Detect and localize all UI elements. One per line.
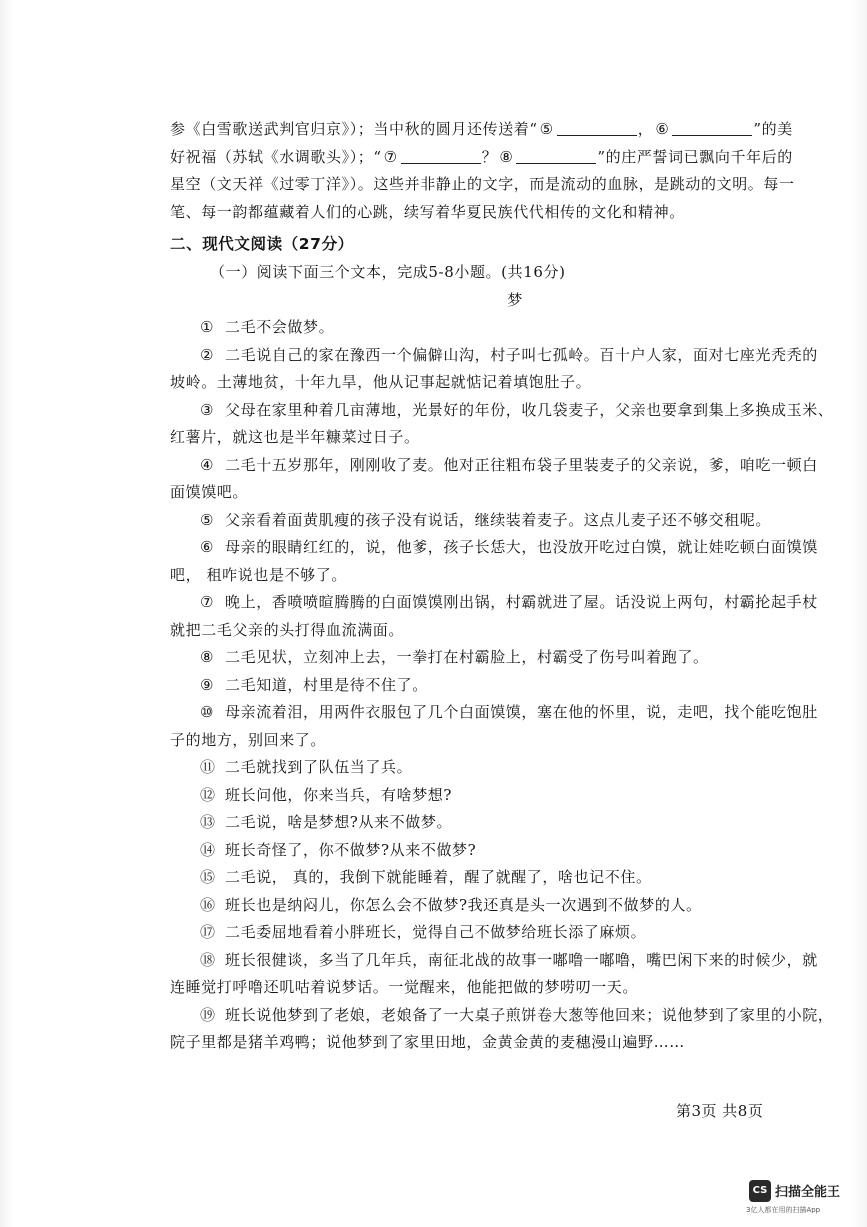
paragraph-number: ① (200, 318, 215, 336)
paragraph-continuation: 子的地方，别回来了。 (170, 730, 327, 749)
intro-text: ”的庄严誓词已飘向千年后的 (597, 147, 793, 166)
paragraph-number: ③ (200, 400, 215, 419)
paragraph-first-line (170, 452, 840, 480)
paragraph-text: 二毛说， 真的，我倒下就能睡着，醒了就醒了，啥也记不住。 (225, 868, 652, 886)
paragraph-text: 二毛见状，立刻冲上去，一拳打在村霸脸上，村霸受了伤号叫着跑了。 (225, 648, 709, 666)
paragraph-first-line (170, 672, 840, 700)
story-paragraph (170, 892, 840, 920)
paragraph-first-line (170, 507, 840, 535)
blank-number: ⑥ (655, 120, 670, 138)
paragraph-first-line (170, 314, 840, 342)
paragraph-continuation: 吧， 租咋说也是不够了。 (170, 565, 347, 584)
intro-line-3: 星空（文天祥《过零丁洋》）。这些并非静止的文字，而是流动的血脉，是跳动的文明。每一 (170, 175, 795, 193)
story-paragraph (170, 837, 840, 865)
paragraph-first-line (170, 534, 840, 562)
paragraph-number: ⑫ (200, 785, 216, 804)
paragraph-first-line (170, 947, 840, 975)
paragraph-number: ⑩ (200, 703, 215, 721)
story-paragraph (170, 782, 840, 810)
paragraph-number: ⑰ (200, 923, 216, 941)
paragraph-first-line (170, 644, 840, 672)
intro-line-2 (170, 144, 840, 172)
intro-line-4: 笔、每一韵都蕴藏着人们的心跳，续写着华夏民族代代相传的文化和精神。 (170, 202, 685, 221)
scanner-watermark (746, 1180, 856, 1220)
paragraph-continuation: 面馍馍吧。 (170, 483, 249, 501)
paragraph-number: ⑨ (200, 675, 215, 694)
paragraph-text: 二毛知道，村里是待不住了。 (225, 675, 428, 694)
fill-blank-6[interactable] (672, 117, 752, 136)
paragraph-number: ⑬ (200, 813, 216, 831)
paragraph-continuation: 院子里都是猪羊鸡鸭；说他梦到了家里田地，金黄金黄的麦穗漫山遍野…… (170, 1033, 685, 1051)
intro-line-1 (170, 116, 840, 144)
paragraph-number: ⑯ (200, 895, 216, 914)
story-paragraph (170, 754, 840, 782)
paragraph-text: 班长问他，你来当兵，有啥梦想? (225, 785, 453, 804)
section-title: 二、现代文阅读（27分） (170, 235, 354, 253)
story-title: 梦 (507, 291, 523, 309)
paragraph-number: ⑦ (200, 593, 215, 611)
paragraph-number: ⑮ (200, 868, 216, 886)
paragraph-first-line (170, 809, 840, 837)
paragraph-first-line (170, 892, 840, 920)
story-paragraph (170, 699, 840, 754)
paragraph-text: 二毛说，啥是梦想?从来不做梦。 (225, 813, 453, 831)
blank-number: ⑦ (383, 147, 398, 166)
story-paragraph (170, 672, 840, 700)
paragraph-number: ⑪ (200, 758, 216, 776)
story-paragraph (170, 342, 840, 397)
paragraph-first-line (170, 864, 840, 892)
paragraph-text: 晚上，香喷喷暄腾腾的白面馍馍刚出锅，村霸就进了屋。话没说上两句，村霸抡起手杖 (225, 593, 818, 611)
intro-text: 参《白雪歌送武判官归京》）；当中秋的圆月还传送着“ (170, 120, 538, 138)
story-paragraph (170, 644, 840, 672)
watermark-name: 扫描全能王 (775, 1185, 841, 1200)
story-paragraph (170, 864, 840, 892)
story-paragraphs (170, 314, 840, 1057)
paragraph-text: 二毛就找到了队伍当了兵。 (225, 758, 413, 776)
paragraph-first-line (170, 919, 840, 947)
paragraph-text: 二毛委屈地看着小胖班长，觉得自己不做梦给班长添了麻烦。 (225, 923, 647, 941)
paragraph-first-line (170, 699, 840, 727)
paragraph-first-line (170, 837, 840, 865)
fill-blank-8[interactable] (516, 145, 596, 164)
paragraph-text: 父母在家里种着几亩薄地，光景好的年份，收几袋麦子，父亲也要拿到集上多换成玉米、 (225, 400, 834, 419)
paragraph-first-line (170, 782, 840, 810)
paragraph-text: 母亲的眼睛红红的，说，他爹，孩子长恁大，也没放开吃过白馍，就让娃吃顿白面馍馍 (225, 538, 818, 556)
paragraph-first-line (170, 754, 840, 782)
story-paragraph (170, 809, 840, 837)
page-content (170, 116, 840, 1057)
story-paragraph (170, 1002, 840, 1057)
paragraph-number: ⑭ (200, 840, 216, 859)
camscanner-logo-icon: CS (749, 1180, 771, 1202)
intro-text: ， (637, 120, 654, 138)
paragraph-number: ⑱ (200, 950, 216, 969)
paragraph-continuation: 连睡觉打呼噜还叽咕着说梦话。一觉醒来，他能把做的梦唠叨一天。 (170, 978, 639, 996)
paragraph-text: 班长很健谈，多当了几年兵，南征北战的故事一嘟噜一嘟噜，嘴巴闲下来的时候少，就 (225, 950, 818, 969)
intro-text: 好祝福（苏轼《水调歌头》）；“ (170, 147, 382, 166)
story-paragraph (170, 314, 840, 342)
story-paragraph (170, 919, 840, 947)
section-subtitle: （一）阅读下面三个文本，完成5-8小题。(共16分) (210, 263, 566, 281)
intro-text: ”的美 (753, 120, 793, 138)
fill-blank-7[interactable] (401, 145, 481, 164)
page-number: 第3页 共8页 (676, 1102, 764, 1120)
paragraph-text: 二毛不会做梦。 (225, 318, 335, 336)
paragraph-number: ⑤ (200, 510, 215, 529)
paragraph-number: ⑲ (200, 1005, 216, 1024)
paragraph-text: 班长奇怪了，你不做梦?从来不做梦? (225, 840, 477, 859)
paragraph-text: 二毛十五岁那年，刚刚收了麦。他对正往粗布袋子里装麦子的父亲说，爹，咱吃一顿白 (225, 455, 818, 474)
paragraph-number: ⑧ (200, 648, 215, 666)
paragraph-first-line (170, 342, 840, 370)
paragraph-continuation: 就把二毛父亲的头打得血流满面。 (170, 620, 405, 639)
story-paragraph (170, 534, 840, 589)
story-paragraph (170, 589, 840, 644)
paragraph-first-line (170, 1002, 840, 1030)
paragraph-number: ④ (200, 455, 215, 474)
paragraph-continuation: 红薯片，就这也是半年糠菜过日子。 (170, 428, 420, 446)
paragraph-continuation: 坡岭。土薄地贫，十年九旱，他从记事起就惦记着填饱肚子。 (170, 373, 592, 391)
blank-number: ⑧ (499, 147, 514, 166)
story-paragraph (170, 397, 840, 452)
story-paragraph (170, 507, 840, 535)
paragraph-number: ⑥ (200, 538, 215, 556)
paragraph-text: 二毛说自己的家在豫西一个偏僻山沟，村子叫七孤岭。百十户人家，面对七座光秃秃的 (225, 345, 818, 364)
paragraph-first-line (170, 589, 840, 617)
paragraph-first-line (170, 397, 840, 425)
story-paragraph (170, 452, 840, 507)
paragraph-text: 班长说他梦到了老娘，老娘备了一大桌子煎饼卷大葱等他回来；说他梦到了家里的小院， (225, 1005, 834, 1024)
story-paragraph (170, 947, 840, 1002)
paragraph-text: 母亲流着泪，用两件衣服包了几个白面馍馍，塞在他的怀里，说，走吧，找个能吃饱肚 (225, 703, 818, 721)
watermark-tagline: 3亿人都在用的扫描App (746, 1206, 821, 1214)
intro-text: ？ (481, 147, 498, 166)
blank-number: ⑤ (539, 120, 554, 138)
paragraph-text: 班长也是纳闷儿，你怎么会不做梦?我还真是头一次遇到不做梦的人。 (225, 895, 702, 914)
paragraph-number: ② (200, 345, 215, 364)
fill-blank-5[interactable] (557, 117, 637, 136)
paragraph-text: 父亲看着面黄肌瘦的孩子没有说话，继续装着麦子。这点儿麦子还不够交租呢。 (225, 510, 772, 529)
